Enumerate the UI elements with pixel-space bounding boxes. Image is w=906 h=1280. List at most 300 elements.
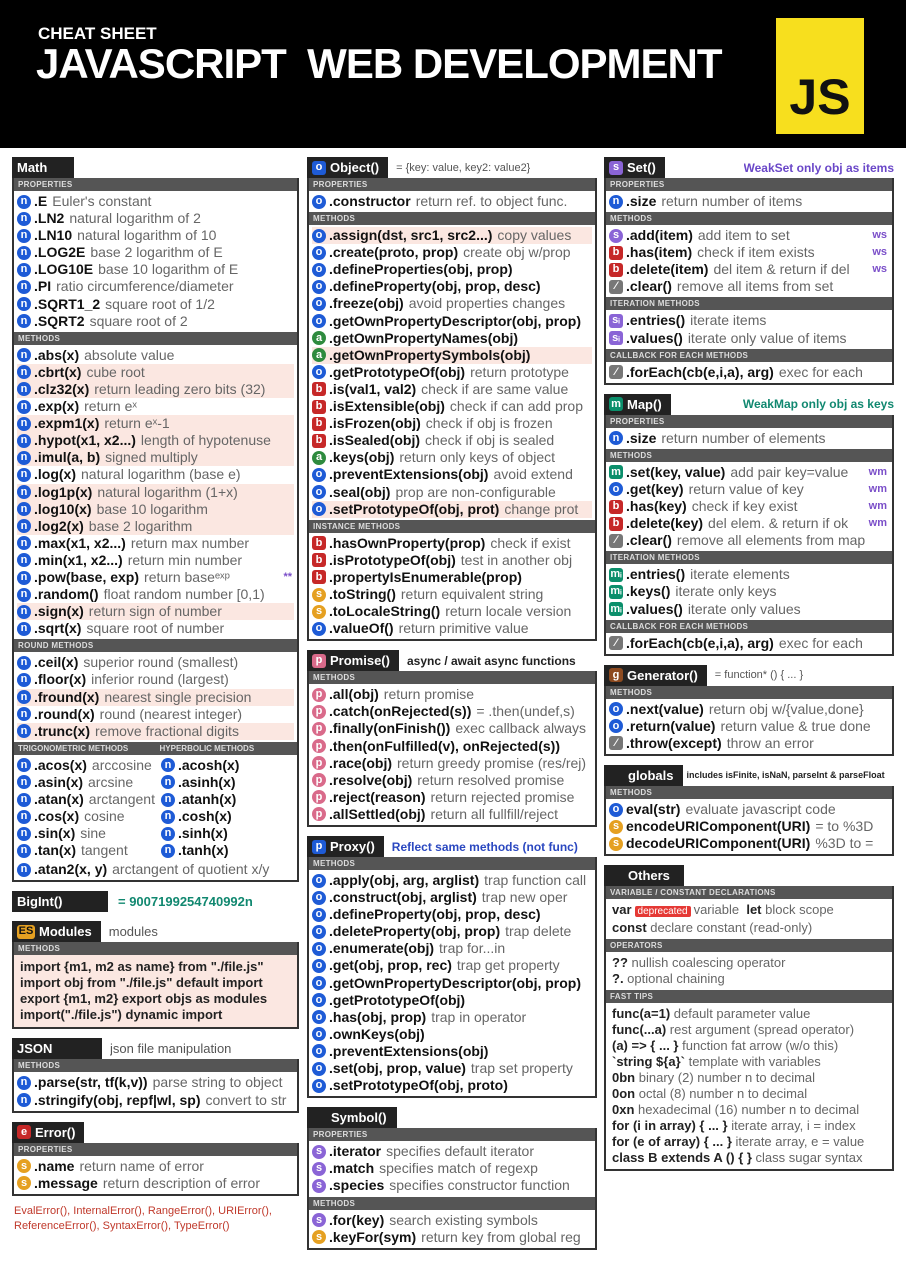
object-instance-item <box>312 586 592 603</box>
module-line: export {m1, m2} export objs as modules <box>20 991 268 1007</box>
map-title: Map() <box>627 396 662 412</box>
symbol-methods-list <box>309 1210 595 1248</box>
object-methods-item <box>312 278 592 295</box>
object-properties-item <box>312 193 592 210</box>
error-items-desc: return description of error <box>102 1174 261 1191</box>
promise-items-code: .resolve(obj) <box>329 771 413 788</box>
object-instance-code: .valueOf() <box>329 620 394 637</box>
generator-badge: g <box>609 668 623 682</box>
proxy-items-item <box>312 1009 592 1026</box>
proxy-items-desc: trap function call <box>484 872 587 888</box>
promise-items-code: .allSettled(obj) <box>329 805 426 822</box>
object-methods-code: .freeze(obj) <box>329 295 404 312</box>
blue-type-badge-icon: o <box>312 1044 326 1058</box>
math-properties-item <box>17 313 294 330</box>
math-methods-code: .log(x) <box>34 466 76 483</box>
set-section <box>604 157 894 385</box>
blue-type-badge-icon: n <box>17 297 31 311</box>
proxy-items-desc: trap new oper <box>481 889 568 906</box>
blue-type-badge-icon: n <box>17 348 31 362</box>
generator-items-desc: return value & true done <box>720 717 871 734</box>
math-round-item <box>17 671 294 688</box>
blue-type-badge-icon: n <box>17 571 31 585</box>
tip-code: `string ${a}` <box>612 1054 685 1070</box>
set-cb-label: CALLBACK FOR EACH METHODS <box>606 349 892 362</box>
object-methods-item <box>312 313 592 330</box>
promise-title: Promise() <box>330 653 390 669</box>
math-methods-item <box>17 398 294 415</box>
math-hyp-item <box>161 757 294 774</box>
pink-type-badge-icon: p <box>312 722 326 736</box>
math-properties-item <box>17 296 294 313</box>
tip-desc: rest argument (spread operator) <box>666 1022 855 1038</box>
tip-line <box>612 971 886 987</box>
math-methods-code: .log2(x) <box>34 517 84 534</box>
promise-items-code: .catch(onRejected(s)) <box>329 703 472 720</box>
object-methods-list <box>309 225 595 520</box>
math-methods-code: .abs(x) <box>34 346 80 363</box>
object-methods-item <box>312 364 592 381</box>
json-methods-label: METHODS <box>14 1059 297 1072</box>
map-cb-code: .forEach(cb(e,i,a), arg) <box>626 634 774 651</box>
teal-type-badge-icon: mᵢ <box>610 568 622 581</box>
error-title: Error() <box>35 1124 76 1140</box>
promise-items-code: .then(onFulfilled(v), onRejected(s)) <box>329 737 560 754</box>
json-title: JSON <box>12 1038 102 1059</box>
object-instance-item <box>312 569 592 586</box>
object-methods-desc: check if are same value <box>421 380 569 397</box>
globals-items-code: encodeURIComponent(URI) <box>626 818 811 835</box>
symbol-methods-desc: search existing symbols <box>389 1211 538 1228</box>
object-methods-desc: return prototype <box>470 363 569 380</box>
object-methods-item <box>312 295 592 312</box>
pink-type-badge-icon: p <box>312 807 326 821</box>
others-tips-label: FAST TIPS <box>606 990 892 1003</box>
math-hyp-item <box>161 842 294 859</box>
math-properties-desc: ratio circumference/diameter <box>56 278 234 295</box>
math-methods-item <box>17 347 294 364</box>
map-note: WeakMap only obj as keys <box>742 397 894 412</box>
math-hyp-list <box>158 755 297 862</box>
object-methods-code: .isFrozen(obj) <box>329 415 421 432</box>
object-methods-code: .getOwnPropertyDescriptor(obj, prop) <box>329 312 582 329</box>
globals-items-desc: %3D to = <box>815 835 874 852</box>
teal-type-badge-icon: mᵢ <box>610 585 622 598</box>
blue-type-badge-icon: o <box>312 959 326 973</box>
blue-type-badge-icon: n <box>17 863 31 877</box>
math-round-code: .floor(x) <box>34 671 87 688</box>
purple-type-badge-icon: s <box>312 1162 326 1176</box>
others-title: Others <box>604 865 684 886</box>
blue-type-badge-icon: n <box>17 519 31 533</box>
proxy-items-desc: trap set property <box>470 1060 573 1077</box>
math-methods-list <box>14 345 297 640</box>
tip-code: for (i in array) { ... } <box>612 1118 728 1134</box>
map-methods-list <box>606 462 892 551</box>
purple-type-badge-icon: s <box>312 1145 326 1159</box>
globals-title: globals <box>604 765 683 786</box>
object-methods-code: .isExtensible(obj) <box>329 398 445 415</box>
map-methods-item <box>609 515 889 532</box>
tip-line <box>612 1102 886 1118</box>
green-type-badge-icon: a <box>312 451 326 465</box>
blue-type-badge-icon: n <box>17 724 31 738</box>
math-properties-code: .LN10 <box>34 227 73 244</box>
math-round-desc: superior round (smallest) <box>83 654 239 671</box>
map-methods-desc: remove all elements from map <box>676 532 866 549</box>
math-methods-item <box>17 518 294 535</box>
globals-items-item <box>609 835 889 852</box>
proxy-items-desc: trap delete <box>505 923 572 940</box>
blue-type-badge-icon: n <box>17 434 31 448</box>
set-cb-desc: exec for each <box>778 363 863 380</box>
blue-type-badge-icon: o <box>312 1027 326 1041</box>
promise-items-item <box>312 720 592 737</box>
map-iter-code: .values() <box>626 600 683 617</box>
map-methods-code: .delete(key) <box>626 515 704 532</box>
blue-type-badge-icon: o <box>609 719 623 733</box>
middle-column <box>307 157 597 1259</box>
object-instance-label: INSTANCE METHODS <box>309 520 595 533</box>
object-methods-desc: change prot <box>504 500 579 517</box>
symbol-methods-label: METHODS <box>309 1197 595 1210</box>
proxy-items-code: .get(obj, prop, rec) <box>329 957 452 974</box>
set-methods-item <box>609 227 889 244</box>
math-methods-desc: absolute value <box>84 346 175 363</box>
blue-type-badge-icon: n <box>17 673 31 687</box>
tip-desc: octal (8) number n to decimal <box>635 1086 808 1102</box>
math-methods-desc: float random number [0,1) <box>103 586 265 603</box>
proxy-items-code: .apply(obj, arg, arglist) <box>329 872 480 888</box>
promise-items-item <box>312 755 592 772</box>
modules-methods-label: METHODS <box>14 942 297 955</box>
object-methods-item <box>312 398 592 415</box>
math-properties-code: .LOG10E <box>34 261 94 278</box>
proxy-note: Reflect same methods (not func) <box>391 839 578 854</box>
globals-items-code: decodeURIComponent(URI) <box>626 835 811 852</box>
tip-code: for (e of array) { ... } <box>612 1134 732 1150</box>
object-methods-code: .getOwnPropertyNames(obj) <box>329 329 519 346</box>
proxy-items-desc: trap for...in <box>439 940 506 957</box>
set-properties-code: .size <box>626 193 657 209</box>
object-methods-desc: avoid extend <box>493 466 573 483</box>
others-section <box>604 865 894 1171</box>
promise-items-desc: return promise <box>383 686 475 703</box>
tip-desc: nullish coalescing operator <box>627 955 786 971</box>
deprecated-badge: deprecated <box>635 906 691 917</box>
bigint-value: = 9007199254740992n <box>118 894 253 910</box>
math-properties-desc: base 10 logarithm of E <box>98 261 239 278</box>
map-iter-label: ITERATION METHODS <box>606 551 892 564</box>
object-methods-desc: copy values <box>497 227 572 244</box>
tip-line <box>612 1118 886 1134</box>
red-type-badge-icon: b <box>312 382 326 396</box>
promise-items-code: .all(obj) <box>329 686 379 703</box>
pink-type-badge-icon: p <box>312 688 326 702</box>
math-trig-code: .atan(x) <box>34 791 84 807</box>
math-trig-list <box>14 755 158 862</box>
blue-type-badge-icon: n <box>17 827 31 841</box>
orange-type-badge-icon: s <box>609 820 623 834</box>
blue-type-badge-icon: n <box>17 280 31 294</box>
set-methods-item <box>609 244 889 261</box>
symbol-properties-code: .match <box>329 1160 375 1177</box>
object-instance-item <box>312 620 592 637</box>
symbol-methods-item <box>312 1212 592 1229</box>
generator-items-desc: return obj w/{value,done} <box>708 700 864 717</box>
promise-items-desc: = .then(undef,s) <box>476 703 575 720</box>
promise-items-desc: return rejected promise <box>430 788 575 805</box>
symbol-properties-label: PROPERTIES <box>309 1128 595 1141</box>
symbol-properties-desc: specifies default iterator <box>386 1143 534 1160</box>
set-methods-desc: remove all items from set <box>676 278 834 295</box>
orange-type-badge-icon: s <box>17 1159 31 1173</box>
object-methods-item <box>312 227 592 244</box>
math-methods-tag: ** <box>283 570 292 583</box>
math-round-desc: nearest single precision <box>104 688 252 705</box>
orange-type-badge-icon: s <box>312 588 326 602</box>
math-properties-item <box>17 193 294 210</box>
proxy-items-code: .deleteProperty(obj, prop) <box>329 923 501 940</box>
red-type-badge-icon: b <box>312 570 326 584</box>
purple-type-badge-icon: sᵢ <box>609 314 623 328</box>
math-properties-label: PROPERTIES <box>14 178 297 191</box>
set-properties-label: PROPERTIES <box>606 178 892 191</box>
math-trig-desc: arccosine <box>91 756 152 773</box>
blue-type-badge-icon: o <box>312 908 326 922</box>
set-methods-desc: add item to set <box>697 227 790 244</box>
set-iter-code: .values() <box>626 329 683 346</box>
blue-type-badge-icon: n <box>17 588 31 602</box>
promise-items-list <box>309 684 595 825</box>
symbol-section <box>307 1107 597 1249</box>
math-properties-desc: natural logarithm of 2 <box>69 210 201 227</box>
proxy-items-code: .ownKeys(obj) <box>329 1025 425 1042</box>
math-round-item <box>17 689 294 706</box>
set-methods-code: .clear() <box>626 278 672 295</box>
pink-type-badge-icon: p <box>312 756 326 770</box>
map-properties-item <box>609 430 889 447</box>
proxy-title: Proxy() <box>330 839 375 854</box>
math-methods-code: .pow(base, exp) <box>34 568 140 585</box>
object-instance-code: .toLocaleString() <box>329 603 441 620</box>
symbol-methods-code: .keyFor(sym) <box>329 1228 417 1245</box>
object-badge: o <box>312 161 326 175</box>
object-note: = {key: value, key2: value2} <box>396 161 531 174</box>
error-types-line: ReferenceError(), SyntaxError(), TypeError() <box>14 1219 230 1232</box>
map-cb-list <box>606 633 892 654</box>
symbol-properties-code: .iterator <box>329 1143 382 1160</box>
pink-type-badge-icon: p <box>312 739 326 753</box>
orange-type-badge-icon: s <box>312 605 326 619</box>
let-desc: block scope <box>765 902 834 918</box>
blue-type-badge-icon: n <box>17 451 31 465</box>
promise-items-desc: return greedy promise (res/rej) <box>397 754 587 771</box>
promise-items-item <box>312 772 592 789</box>
tip-line <box>612 1134 886 1150</box>
blue-type-badge-icon: o <box>609 702 623 716</box>
math-hyp-item <box>161 825 294 842</box>
math-properties-desc: Euler's constant <box>52 193 152 209</box>
tip-desc: iterate array, e = value <box>731 1134 865 1150</box>
teal-type-badge-icon: mᵢ <box>610 602 622 615</box>
promise-items-desc: exec callback always <box>455 720 587 737</box>
blue-type-badge-icon: n <box>17 502 31 516</box>
blue-type-badge-icon: o <box>609 803 623 817</box>
set-iter-label: ITERATION METHODS <box>606 297 892 310</box>
tip-desc: hexadecimal (16) number n to decimal <box>634 1102 860 1118</box>
others-var-label: VARIABLE / CONSTANT DECLARATIONS <box>606 886 892 899</box>
math-methods-code: .imul(a, b) <box>34 449 101 466</box>
blue-type-badge-icon: n <box>17 468 31 482</box>
tip-code: ?. <box>612 971 624 987</box>
math-round-label: ROUND METHODS <box>14 639 297 652</box>
proxy-items-item <box>312 872 592 889</box>
set-methods-code: .add(item) <box>626 227 693 244</box>
generator-items-code: .next(value) <box>626 700 704 717</box>
green-type-badge-icon: a <box>312 348 326 362</box>
object-instance-code: .isPrototypeOf(obj) <box>329 551 456 568</box>
module-line: import("./file.js") dynamic import <box>20 1007 223 1023</box>
others-ops-label: OPERATORS <box>606 939 892 952</box>
set-cb-item <box>609 364 889 381</box>
title-javascript: JAVASCRIPT <box>36 40 286 87</box>
set-methods-desc: check if item exists <box>697 244 815 261</box>
set-methods-item <box>609 261 889 278</box>
object-methods-code: .seal(obj) <box>329 483 391 500</box>
object-instance-desc: return locale version <box>445 603 572 620</box>
globals-items-item <box>609 801 889 818</box>
symbol-properties-list <box>309 1141 595 1196</box>
blue-type-badge-icon: o <box>312 993 326 1007</box>
promise-items-item <box>312 789 592 806</box>
generator-items-list <box>606 699 892 754</box>
tip-code: func(a=1) <box>612 1006 671 1022</box>
set-note: WeakSet only obj as items <box>743 160 894 175</box>
object-instance-item <box>312 603 592 620</box>
object-title: Object() <box>330 160 380 175</box>
map-methods-item <box>609 498 889 515</box>
gray-type-badge-icon: ⁄ <box>609 365 623 379</box>
blue-type-badge-icon: n <box>161 775 175 789</box>
set-properties-list <box>606 191 892 212</box>
map-methods-item <box>609 532 889 549</box>
blue-type-badge-icon: n <box>17 758 31 772</box>
blue-type-badge-icon: n <box>17 365 31 379</box>
math-methods-desc: base 10 logarithm <box>96 500 208 517</box>
proxy-items-code: .preventExtensions(obj) <box>329 1042 489 1059</box>
math-hyp-item <box>161 791 294 808</box>
object-instance-desc: test in another obj <box>460 551 573 568</box>
map-iter-code: .entries() <box>626 566 686 583</box>
math-properties-code: .LN2 <box>34 210 65 227</box>
header-banner <box>0 0 906 148</box>
blue-type-badge-icon: n <box>161 758 175 772</box>
math-methods-desc: return min number <box>127 551 243 568</box>
math-methods-desc: natural logarithm (base e) <box>81 466 241 483</box>
proxy-items-item <box>312 906 592 923</box>
object-methods-code: .defineProperty(obj, prop, desc) <box>329 278 541 295</box>
red-type-badge-icon: b <box>609 263 623 277</box>
object-methods-desc: return only keys of object <box>399 449 555 466</box>
object-methods-desc: avoid properties changes <box>408 295 566 312</box>
teal-type-badge-icon: m <box>609 465 623 479</box>
es-badge: ES <box>18 925 34 938</box>
red-type-badge-icon: b <box>609 246 623 260</box>
object-instance-item <box>312 552 592 569</box>
var-keyword: var <box>612 902 632 918</box>
object-methods-code: .isSealed(obj) <box>329 432 421 449</box>
tip-line <box>612 1086 886 1102</box>
json-items-list <box>14 1072 297 1110</box>
json-items-code: .parse(str, tf(k,v)) <box>34 1074 148 1091</box>
blue-type-badge-icon: o <box>312 314 326 328</box>
proxy-items-item <box>312 1077 592 1094</box>
object-methods-desc: check if can add prop <box>449 398 584 415</box>
object-methods-item <box>312 381 592 398</box>
proxy-items-code: .setPrototypeOf(obj, proto) <box>329 1077 508 1094</box>
red-type-badge-icon: b <box>312 400 326 414</box>
others-ops-list <box>606 952 892 990</box>
generator-items-item <box>609 701 889 718</box>
blue-type-badge-icon: n <box>17 417 31 431</box>
blue-type-badge-icon: n <box>17 382 31 396</box>
tip-line <box>612 1150 886 1166</box>
set-methods-tag: ws <box>872 246 887 259</box>
blue-type-badge-icon: o <box>312 942 326 956</box>
tip-line <box>612 1022 886 1038</box>
red-type-badge-icon: b <box>312 434 326 448</box>
blue-type-badge-icon: n <box>17 195 31 209</box>
math-methods-desc: square root of number <box>86 620 225 637</box>
globals-items-desc: = to %3D <box>815 818 874 835</box>
map-section <box>604 394 894 656</box>
gray-type-badge-icon: ⁄ <box>609 636 623 650</box>
set-properties-desc: return number of items <box>661 193 803 209</box>
blue-type-badge-icon: n <box>17 1076 31 1090</box>
math-trig-code: .asin(x) <box>34 773 84 790</box>
purple-type-badge-icon: s <box>312 1213 326 1227</box>
json-section <box>12 1038 299 1112</box>
symbol-methods-desc: return key from global reg <box>421 1228 581 1245</box>
proxy-methods-label: METHODS <box>309 857 595 870</box>
set-iter-item <box>609 330 889 347</box>
object-methods-label: METHODS <box>309 212 595 225</box>
object-methods-code: .create(proto, prop) <box>329 244 459 261</box>
math-hyp-code: .asinh(x) <box>177 773 236 790</box>
math-title: Math <box>12 157 74 178</box>
object-methods-code: .getPrototypeOf(obj) <box>329 363 466 380</box>
math-trig-labels <box>14 742 297 755</box>
math-atan2-desc: arctangent of quotient x/y <box>112 861 270 878</box>
math-round-code: .trunc(x) <box>34 722 90 739</box>
math-properties-item <box>17 261 294 278</box>
error-section <box>12 1122 299 1234</box>
math-trig-desc: tangent <box>81 842 128 859</box>
globals-items-code: eval(str) <box>626 800 681 817</box>
json-items-desc: convert to str <box>205 1091 287 1108</box>
math-properties-desc: square root of 1/2 <box>105 295 215 312</box>
map-iter-item <box>609 601 889 618</box>
map-cb-label: CALLBACK FOR EACH METHODS <box>606 620 892 633</box>
map-properties-code: .size <box>626 429 657 446</box>
math-section <box>12 157 299 882</box>
red-type-badge-icon: b <box>609 517 623 531</box>
promise-items-code: .finally(onFinish()) <box>329 720 451 737</box>
promise-note: async / await async functions <box>406 653 576 668</box>
math-round-item <box>17 706 294 723</box>
math-properties-list <box>14 191 297 332</box>
